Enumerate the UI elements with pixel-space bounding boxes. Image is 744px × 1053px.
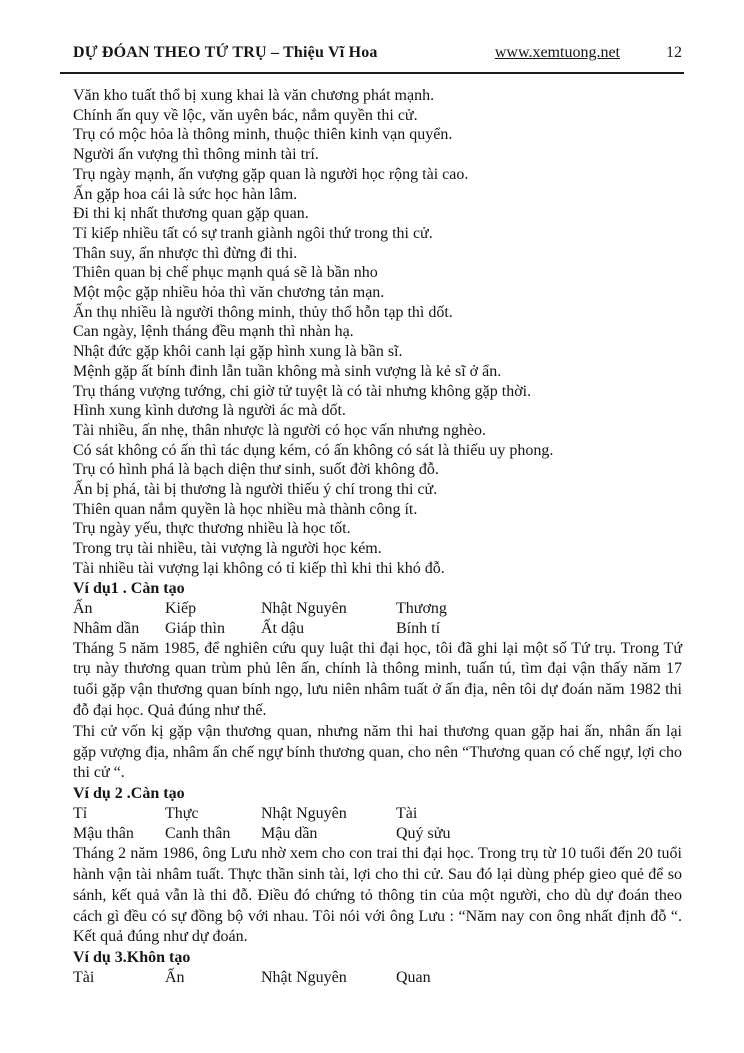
table-cell: Ất dậu — [261, 619, 305, 637]
aphorism-line: Tài nhiều tài vượng lại không có tỉ kiếp thì khi thi khó đỗ. — [73, 559, 445, 577]
aphorism-line: Trụ tháng vượng tướng, chi giờ tử tuyệt là có tài nhưng không gặp thời. — [73, 382, 532, 400]
aphorism-line: Chính ấn quy về lộc, văn uyên bác, nắm quyền thi cử. — [73, 106, 418, 124]
aphorism-line: Trụ có mộc hỏa là thông minh, thuộc thiên kinh vạn quyển. — [73, 126, 453, 144]
aphorism-line: Ấn gặp hoa cái là sức học hàn lâm. — [73, 185, 298, 203]
table-cell: Giáp thìn — [165, 619, 225, 637]
example1-heading: Ví dụ1 . Càn tạo — [73, 579, 185, 597]
table-cell: Kiếp — [165, 599, 197, 617]
table-cell: Mậu thân — [73, 825, 134, 843]
aphorism-line: Thiên quan nắm quyền là học nhiều mà thành công ít. — [73, 500, 418, 518]
table-cell: Nhâm dần — [73, 619, 140, 637]
example1-pillar-table — [73, 599, 682, 639]
table-cell: Mậu dần — [261, 825, 318, 843]
aphorism-line: Người ấn vượng thì thông minh tài trí. — [73, 146, 319, 164]
table-cell: Nhật Nguyên — [261, 805, 347, 823]
aphorism-line: Mệnh gặp ất bính đinh lẫn tuần không mà sinh vượng là kẻ sĩ ở ẩn. — [73, 362, 502, 380]
aphorism-line: Trụ ngày yếu, thực thương nhiều là học tốt. — [73, 520, 351, 538]
book-title: DỰ ĐÓAN THEO TỨ TRỤ – Thiệu Vĩ Hoa — [73, 44, 378, 61]
body-paragraph: Thi cử vốn kị gặp vận thương quan, nhưng năm thi hai thương quan gặp hai ấn, nhân ấn lại gặp vượng địa, nhâm ấn chế ngự bính thương quan, cho nên “Thương quan có chế ngự, lợi cho thi cử “. — [73, 722, 682, 782]
body-paragraph: Tháng 5 năm 1985, để nghiên cứu quy luật thi đại học, tôi đã ghi lại một số Tứ trụ. Trong Tứ trụ này thương quan trùm phủ lên ấn, chính là thông minh, tuấn tú, tìm đại vận thấy năm 17 tuổi gặp vận thương quan bính ngọ, lưu niên nhâm tuất ở ấn địa, nên tôi dự đoán năm 1982 thi đỗ đại học. Quả đúng như thế. — [73, 639, 682, 719]
header-rule — [60, 72, 684, 74]
aphorism-line: Nhật đức gặp khôi canh lại gặp hình xung là bần sĩ. — [73, 343, 403, 361]
aphorism-line: Ấn bị phá, tài bị thương là người thiếu ý chí trong thi cử. — [73, 481, 438, 499]
website-link[interactable]: www.xemtuong.net — [494, 44, 620, 61]
aphorism-line: Thân suy, ấn nhược thì đừng đi thi. — [73, 244, 298, 262]
table-cell: Quý sửu — [396, 825, 451, 843]
aphorism-line: Thiên quan bị chế phục mạnh quá sẽ là bần nho — [73, 264, 378, 282]
table-cell: Ấn — [73, 599, 93, 617]
page-number: 12 — [666, 44, 682, 61]
example3-heading: Ví dụ 3.Khôn tạo — [73, 949, 191, 967]
aphorism-list — [73, 86, 682, 579]
aphorism-line: Một mộc gặp nhiều hỏa thì văn chương tản mạn. — [73, 284, 385, 302]
table-row — [73, 968, 682, 988]
aphorism-line: Có sát không có ấn thì tác dụng kém, có ấn không có sát là thiếu uy phong. — [73, 441, 554, 459]
table-cell: Tài — [73, 969, 95, 987]
table-row — [73, 599, 682, 619]
table-cell: Tỉ — [73, 805, 88, 823]
page-header — [73, 44, 682, 62]
table-row — [73, 824, 682, 844]
aphorism-line: Văn kho tuất thổ bị xung khai là văn chương phát mạnh. — [73, 87, 435, 104]
example2-pillar-table — [73, 804, 682, 844]
table-cell: Canh thân — [165, 825, 231, 843]
aphorism-line: Trụ ngày mạnh, ấn vượng gặp quan là người học rộng tài cao. — [73, 165, 469, 183]
table-cell: Bính tí — [396, 619, 441, 637]
aphorism-line: Tỉ kiếp nhiều tất có sự tranh giành ngôi thứ trong thi cử. — [73, 224, 433, 242]
table-cell: Thực — [165, 805, 199, 823]
table-cell: Thương — [396, 599, 447, 617]
aphorism-line: Can ngày, lệnh tháng đều mạnh thì nhàn hạ. — [73, 323, 354, 341]
table-cell: Ấn — [165, 969, 185, 987]
aphorism-line: Đi thi kị nhất thương quan gặp quan. — [73, 205, 309, 223]
table-cell: Tài — [396, 805, 418, 823]
body-paragraph: Tháng 2 năm 1986, ông Lưu nhờ xem cho con trai thi đại học. Trong trụ từ 10 tuổi đến 20 tuổi hành vận tài nhâm tuất. Thực thần sinh tài, lợi cho thi cử. Sau đó lại dùng phép gieo quẻ để so sánh, kết quả vẫn là thi đỗ. Điều đó chứng tỏ thông tin của một người, cho dù dự đoán theo cách gì đều có sự đồng bộ với nhau. Tôi nói với ông Lưu : “Năm nay con ông nhất định đỗ “. Kết quả đúng như dự đoán. — [73, 845, 682, 946]
table-cell: Nhật Nguyên — [261, 599, 347, 617]
example3-pillar-table — [73, 968, 682, 988]
aphorism-line: Ấn thụ nhiều là người thông minh, thủy thổ hỗn tạp thì dốt. — [73, 303, 453, 321]
table-cell: Nhật Nguyên — [261, 969, 347, 987]
aphorism-line: Trụ có hình phá là bạch diện thư sinh, suốt đời không đỗ. — [73, 461, 439, 479]
table-row — [73, 619, 682, 639]
aphorism-line: Tài nhiều, ấn nhẹ, thân nhược là người có học vấn nhưng nghèo. — [73, 421, 487, 439]
table-row — [73, 804, 682, 824]
aphorism-line: Trong trụ tài nhiều, tài vượng là người học kém. — [73, 540, 382, 558]
page-content — [73, 86, 682, 988]
table-cell: Quan — [396, 969, 431, 987]
aphorism-line: Hình xung kình dương là người ác mà dốt. — [73, 402, 346, 420]
example2-heading: Ví dụ 2 .Càn tạo — [73, 785, 185, 803]
